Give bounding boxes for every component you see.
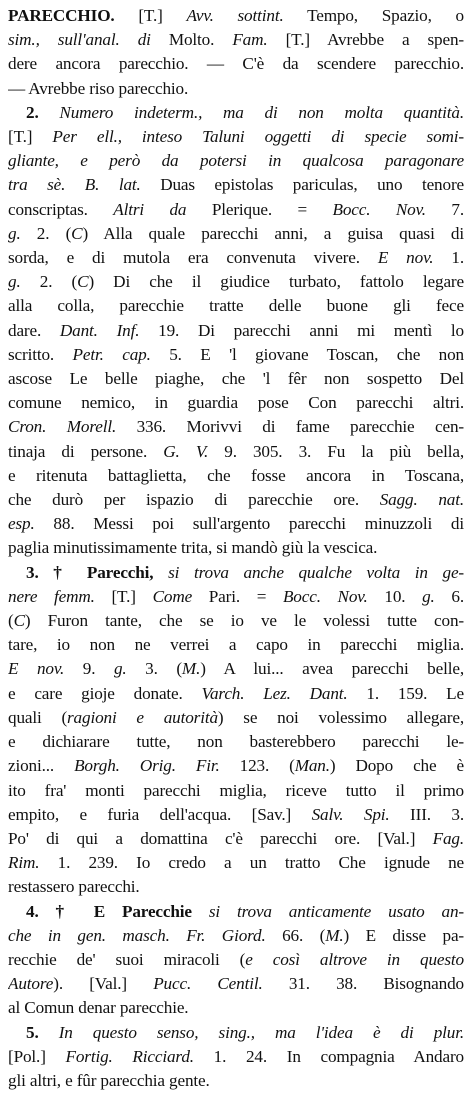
body-text: Pari. = [192,586,283,606]
body-text: 123. ( [219,756,295,776]
entry-line [8,77,464,101]
body-text: ) Di che il giudice turbato, fattolo legare [88,272,464,292]
entry-line [8,1021,464,1045]
italic-text: M. [325,925,344,945]
italic-text: sim., sull'anal. di [8,30,151,50]
entry-line [8,996,464,1020]
italic-text: gliante, e però da potersi in qualcosa paragonare [8,151,464,171]
body-text: ascose Le belle piaghe, che 'l fêr non sospetto Del [8,369,464,389]
body-text: [T.] [94,586,153,606]
entry-line [8,536,464,560]
entry-line [8,657,464,681]
body-text: ) Furon tante, che se io ve le volessi tutte con- [24,611,464,631]
body-text: tare, io non ne verrei a capo in parecchi miglia. [8,635,464,655]
entry-line [8,561,464,585]
italic-text: e così altrove in questo [245,949,464,969]
body-text: Po' di qui a domattina c'è parecchi ore. [Val.] [8,828,433,848]
body-text: 3. ( [126,659,182,679]
body-text: sorda, e di mutola era convenuta vivere. [8,248,378,268]
body-text [153,563,168,582]
italic-text: si trova anche qualche volta in ge- [168,562,464,582]
italic-text: E nov. [8,659,65,679]
body-text: [T.] Avrebbe a spen- [267,30,464,50]
entry-line [8,173,464,197]
body-text: 2. ( [20,272,78,292]
body-text: dare. [8,320,60,340]
italic-text: tra sè. B. lat. [8,175,141,195]
body-text: 66. ( [265,925,326,945]
body-text: 5. E 'l giovane Toscan, che non [150,344,464,364]
italic-text: g. [113,659,127,679]
body-text: [T.] [114,6,187,25]
entry-line [8,149,464,173]
body-text: 9. 305. 3. Fu la più bella, [208,441,464,461]
body-text: e care gioje donate. [8,683,202,703]
body-text: Plerique. = [186,199,333,219]
body-text: 1. [433,248,464,268]
entry-line [8,222,464,246]
italic-text: che in gen. masch. Fr. Giord. [8,925,266,945]
italic-text: g. [422,586,435,606]
entry-section-5 [8,1021,464,1093]
italic-text: Dant. Inf. [59,320,140,340]
body-text: conscriptas. [8,199,114,219]
body-text: al Comun denar parecchie. [8,998,189,1018]
entry-line [8,125,464,149]
italic-text: C [71,223,83,243]
entry-line [8,101,464,125]
body-text: ) Alla quale parecchi anni, a guisa quasi di [82,223,464,243]
italic-text: Borgh. Orig. Fir. [74,756,220,776]
italic-text: Come [152,586,193,606]
body-text: 88. Messi poi sull'argento parecchi minuzzoli di [34,514,464,534]
body-text: — Avrebbe riso parecchio. [8,78,189,98]
italic-text: Fag. [432,828,464,848]
entry-line [8,512,464,536]
entry-line [8,972,464,996]
entry-line [8,1069,464,1093]
body-text: ito fra' monti parecchi miglia, riceve tutto il primo [8,780,464,800]
body-text: 336. Morivvi di fame parecchie cen- [116,417,464,437]
body-text: recchie de' suoi miracoli ( [8,949,246,969]
italic-text: si trova anticamente usato an- [208,901,464,921]
italic-text: Varch. Lez. Dant. [201,683,348,703]
entry-line [8,28,464,52]
entry-line [8,52,464,76]
body-text: e dichiarare tutte, non basterebbero parecchi le- [8,732,464,752]
body-text: ) se noi volessimo allegare, [217,707,464,727]
entry-line [8,851,464,875]
italic-text: E nov. [377,248,434,268]
italic-text: Pucc. Centil. [153,974,263,994]
body-text: ) A lui... avea parecchi belle, [200,659,464,679]
entry-line [8,924,464,948]
body-text: III. 3. [389,804,464,824]
body-text: ). [Val.] [53,974,154,994]
entry-line [8,682,464,706]
italic-text: Rim. [8,853,40,873]
italic-text: In questo senso, sing., ma l'idea è di plur. [58,1022,464,1042]
body-text: scritto. [8,344,73,364]
entry-section-1 [8,4,464,101]
entry-line [8,246,464,270]
body-text: 6. [434,586,464,606]
body-text [39,103,60,122]
body-text: restassero parecchi. [8,877,140,897]
entry-line [8,900,464,924]
body-text: ) Dopo che è [329,756,464,776]
body-text: empito, e furia dell'acqua. [Sav.] [8,804,312,824]
entry-line [8,343,464,367]
body-text: 7. [425,199,464,219]
entry-section-4 [8,900,464,1021]
headword-text: 2. [26,102,39,122]
body-text: quali ( [8,707,68,727]
italic-text: Petr. cap. [72,344,151,364]
italic-text: nere femm. [8,586,95,606]
body-text: 1. 159. Le [347,683,464,703]
entry-line [8,294,464,318]
body-text: ( [8,611,14,631]
entry-line [8,4,464,28]
entry-line [8,585,464,609]
italic-text: Fam. [232,30,268,50]
italic-text: Autore [8,974,54,994]
italic-text: C [77,272,89,292]
entry-line [8,730,464,754]
entry-line [8,803,464,827]
italic-text: esp. [8,514,35,534]
body-text: e ritenuta battaglietta, che fosse ancora in Toscana, [8,465,464,485]
entry-line [8,1045,464,1069]
entry-line [8,875,464,899]
body-text: ) E disse pa- [343,925,464,945]
italic-text: G. V. [163,441,209,461]
body-text: Molto. [150,30,233,50]
body-text: tinaja di persone. [8,441,164,461]
entry-line [8,488,464,512]
entry-line [8,633,464,657]
entry-line [8,706,464,730]
italic-text: Bocc. Nov. [282,586,368,606]
italic-text: g. [8,223,21,243]
entry-section-2 [8,101,464,561]
italic-text: Avv. sottint. [186,6,284,25]
entry-line [8,609,464,633]
body-text: Tempo, Spazio, o [283,6,464,25]
body-text: Duas epistolas pariculas, uno tenore [140,175,464,195]
italic-text: Cron. Morell. [8,417,117,437]
body-text: 10. [367,586,423,606]
body-text: 2. ( [20,223,72,243]
body-text: che durò per ispazio di parecchie ore. [8,490,380,510]
entry-line [8,948,464,972]
italic-text: Altri da [113,199,187,219]
entry-line [8,198,464,222]
entry-line [8,754,464,778]
italic-text: ragioni e autorità [67,707,218,727]
entry-line [8,440,464,464]
entry-line [8,270,464,294]
body-text: dere ancora parecchio. — C'è da scendere parecchio. [8,54,464,74]
body-text [192,902,209,921]
body-text: 9. [64,659,114,679]
italic-text: Sagg. nat. [379,490,464,510]
body-text: 31. 38. Bisognando [262,974,464,994]
body-text: gli altri, e fûr parecchia gente. [8,1070,210,1090]
body-text: 1. 24. In compagnia Andaro [193,1046,464,1066]
body-text: 1. 239. Io credo a un tratto Che ignude ne [39,853,464,873]
entry-line [8,319,464,343]
body-text: [Pol.] [8,1046,66,1066]
entry-line [8,779,464,803]
italic-text: C [13,611,25,631]
body-text [39,1023,59,1042]
italic-text: Numero indeterm., ma di non molta quantità. [59,102,464,122]
entry-line [8,367,464,391]
italic-text: Bocc. Nov. [332,199,426,219]
italic-text: Fortig. Ricciard. [65,1046,194,1066]
italic-text: g. [8,272,21,292]
body-text: paglia minutissimamente trita, si mandò giù la vescica. [8,538,378,558]
entry-line [8,391,464,415]
entry-section-3 [8,561,464,900]
entry-line [8,827,464,851]
body-text: comune nemico, in guardia pose Con parecchi altri. [8,393,464,413]
headword-text: 4. † E Parecchie [26,901,192,921]
body-text: 19. Di parecchi anni mi mentì lo [139,320,464,340]
headword-text: 5. [26,1022,39,1042]
entry-line [8,464,464,488]
italic-text: Man. [294,756,330,776]
headword-text: PARECCHIO. [8,6,115,25]
italic-text: M. [181,659,201,679]
body-text: alla colla, parecchie tratte delle buone gli fece [8,296,464,316]
italic-text: Salv. Spi. [311,804,390,824]
headword-text: 3. † Parecchi, [26,562,154,582]
italic-text: Per ell., inteso Taluni oggetti di specie somi- [52,127,464,147]
body-text: zioni... [8,756,75,776]
body-text: [T.] [8,127,53,147]
entry-line [8,415,464,439]
